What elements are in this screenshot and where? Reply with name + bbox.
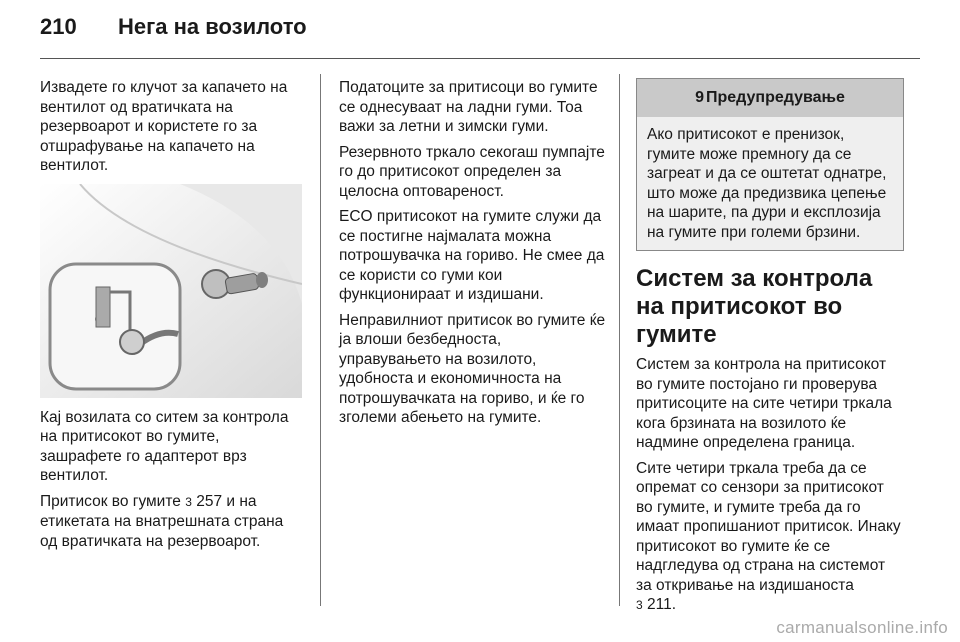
column-left	[40, 78, 302, 557]
section-title: Систем за контрола на притисокот во гумите	[636, 265, 873, 348]
warning-box	[636, 78, 904, 251]
paragraph-text: Сите четири тркала треба да се опремат со сензори за притисокот во гумите, и гумите треба да го имаат пропишаниот притисок. Инаку притисокот во гумите ќе се надгледува од страна на системот за откривање на издишаноста	[636, 459, 901, 594]
page-number: 210	[40, 14, 77, 39]
page-ref-rest: 257 и на етикетата на внатрешната страна од вратичката на резервоарот.	[40, 492, 284, 550]
paragraph: Податоците за притисоци во гумите се однесуваат на ладни гуми. Тоа важи за летни и зимски гуми.	[339, 79, 598, 135]
paragraph: Кај возилата со ситем за контрола на притисокот во гумите, зашрафете го адаптерот врз вентилот.	[40, 408, 289, 484]
page-ref-number: 211.	[642, 596, 677, 613]
paragraph	[636, 459, 904, 616]
fuel-flap-valve-image	[40, 184, 302, 398]
column-divider	[619, 74, 620, 606]
footer-watermark: carmanualsonline.info	[776, 618, 948, 637]
page-ref-arrow-icon: 3	[185, 494, 192, 509]
paragraph	[40, 492, 302, 552]
paragraph: Извадете го клучот за капачето на вентилот од вратичката на резервоарот и користете го за отшрафување на капачето на вентилот.	[40, 79, 288, 174]
header-rule	[40, 58, 920, 59]
warning-text: Ако притисокот е пренизок, гумите може премногу да се загреат и да се оштетат однатре, што може да предизвика цепење на шарите, па дури и експлозија на гумите при големи брзини.	[637, 117, 903, 250]
tire-pressure-ref-text: Притисок во гумите	[40, 492, 181, 510]
paragraph: ECO притисокот на гумите служи да се постигне најмалата можна потрошувачка на гориво. Не смее да се користи со гуми кои функционираат и издишани.	[339, 208, 605, 303]
warning-header	[637, 79, 903, 117]
column-divider	[320, 74, 321, 606]
column-right	[636, 78, 904, 622]
paragraph: Резервното тркало секогаш пумпајте го до притисокот определен за целосна оптовареност.	[339, 143, 605, 200]
valve-adapter-illustration	[40, 184, 302, 398]
paragraph: Неправилниот притисок во гумите ќе ја влоши безбедноста, управувањето на возилото, удобноста и економичноста на потрошувачката на гориво, и ќе го зголеми абењето на гумите.	[339, 311, 606, 426]
page-header	[40, 14, 920, 50]
warning-triangle-icon: 9	[695, 89, 704, 106]
chapter-title: Нега на возилото	[118, 14, 307, 39]
column-middle	[339, 78, 607, 434]
paragraph: Систем за контрола на притисокот во гумите постојано ги проверува притисоците на сите четири тркала кога брзината на возилото ќе надмине определена граница.	[636, 356, 892, 451]
warning-title: Предупредување	[705, 89, 845, 106]
page-ref-arrow-icon: 3	[636, 598, 643, 612]
